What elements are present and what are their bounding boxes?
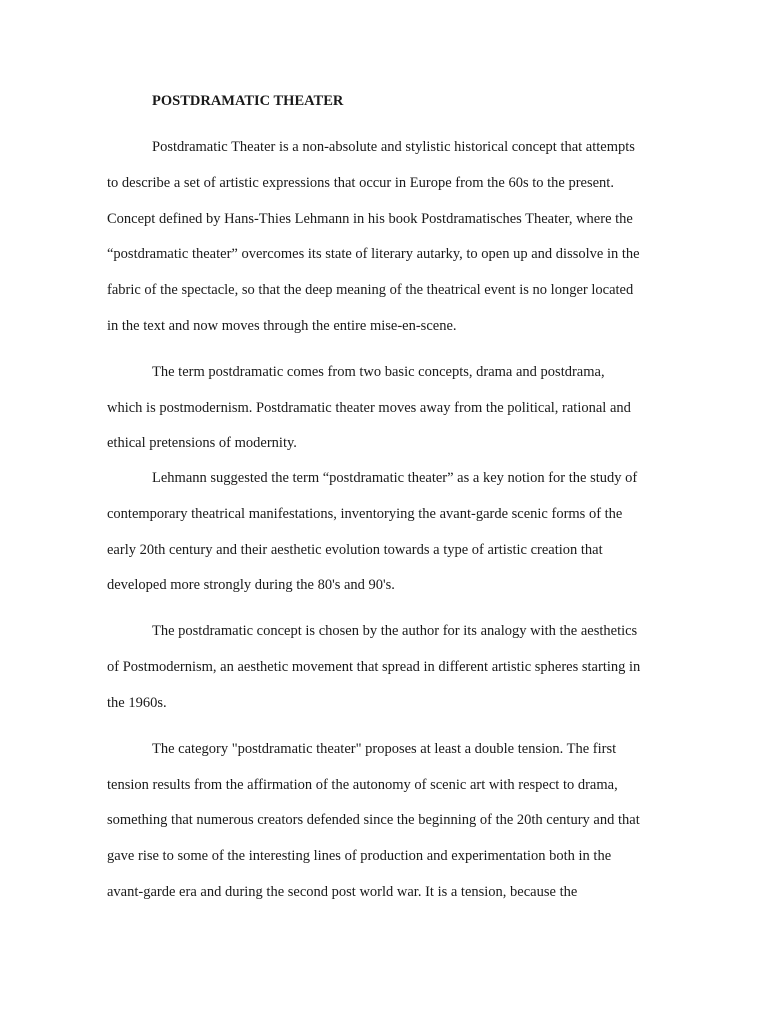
paragraph-1-line-6: in the text and now moves through the entire mise-en-scene. — [107, 318, 457, 334]
paragraph-5-line-1: The category "postdramatic theater" proposes at least a double tension. The first — [152, 741, 617, 757]
paragraph-3-line-4: developed more strongly during the 80's and 90's. — [107, 577, 395, 593]
paragraph-5-line-2: tension results from the affirmation of the autonomy of scenic art with respect to drama, — [107, 777, 618, 793]
document-title: POSTDRAMATIC THEATER — [152, 93, 344, 109]
paragraph-4-line-1: The postdramatic concept is chosen by the author for its analogy with the aesthetics — [152, 623, 638, 639]
paragraph-5-line-3: something that numerous creators defended since the beginning of the 20th century and that — [107, 812, 640, 828]
paragraph-1-line-4: “postdramatic theater” overcomes its state of literary autarky, to open up and dissolve in the — [107, 246, 640, 262]
paragraph-5-line-5: avant-garde era and during the second post world war. It is a tension, because the — [107, 884, 578, 900]
paragraph-1-line-3: Concept defined by Hans-Thies Lehmann in his book Postdramatisches Theater, where the — [107, 211, 633, 227]
paragraph-4-line-3: the 1960s. — [107, 695, 167, 711]
paragraph-1-line-5: fabric of the spectacle, so that the deep meaning of the theatrical event is no longer located — [107, 282, 634, 298]
paragraph-4-line-2: of Postmodernism, an aesthetic movement that spread in different artistic spheres starting in — [107, 659, 641, 675]
paragraph-2-line-1: The term postdramatic comes from two basic concepts, drama and postdrama, — [152, 364, 605, 380]
paragraph-3-line-2: contemporary theatrical manifestations, inventorying the avant-garde scenic forms of the — [107, 506, 623, 522]
paragraph-1-line-1: Postdramatic Theater is a non-absolute and stylistic historical concept that attempts — [152, 139, 635, 155]
paragraph-2-line-3: ethical pretensions of modernity. — [107, 435, 297, 451]
paragraph-2-line-2: which is postmodernism. Postdramatic theater moves away from the political, rational and — [107, 400, 631, 416]
paragraph-3-line-3: early 20th century and their aesthetic evolution towards a type of artistic creation that — [107, 542, 603, 558]
paragraph-3-line-1: Lehmann suggested the term “postdramatic theater” as a key notion for the study of — [152, 470, 638, 486]
paragraph-5-line-4: gave rise to some of the interesting lines of production and experimentation both in the — [107, 848, 612, 864]
paragraph-1-line-2: to describe a set of artistic expressions that occur in Europe from the 60s to the present. — [107, 175, 614, 191]
